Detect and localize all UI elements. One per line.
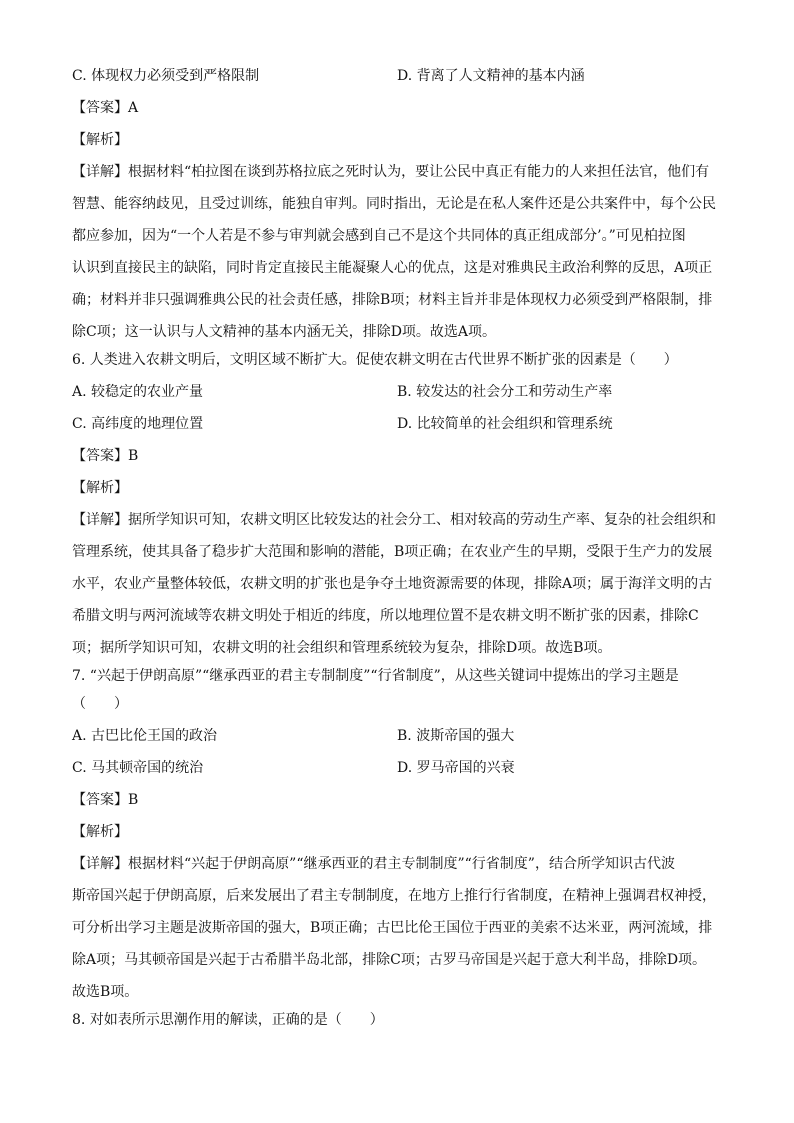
q7-analysis-label: 【解析】: [72, 824, 128, 840]
q8-stem: 8. 对如表所示思潮作用的解读，正确的是（ ）: [72, 1012, 384, 1028]
q7-option-c: C. 马其顿帝国的统治: [72, 760, 204, 776]
q7-answer: 【答案】B: [72, 792, 139, 808]
q6-detail-line: 【详解】据所学知识可知，农耕文明区比较发达的社会分工、相对较高的劳动生产率、复杂的社会组织和: [72, 512, 716, 528]
q5-option-c: C. 体现权力必须受到严格限制: [72, 68, 260, 84]
q6-detail-line: 管理系统，使其具备了稳步扩大范围和影响的潜能，B项正确；在农业产生的早期，受限于生产力的发展: [72, 544, 713, 560]
q5-option-d: D. 背离了人文精神的基本内涵: [397, 68, 585, 84]
q6-detail-line: 希腊文明与两河流域等农耕文明处于相近的纬度，所以地理位置不是农耕文明不断扩张的因素，排除C: [72, 608, 699, 624]
q6-option-a: A. 较稳定的农业产量: [72, 384, 204, 400]
q6-detail-line: 水平，农业产量整体较低，农耕文明的扩张也是争夺土地资源需要的体现，排除A项；属于海洋文明的古: [72, 576, 713, 592]
q7-detail-line: 故选B项。: [72, 984, 139, 1000]
q5-detail-line: 确；材料并非只强调雅典公民的社会责任感，排除B项；材料主旨并非是体现权力必须受到严格限制，排: [72, 292, 713, 308]
q5-detail-line: 【详解】根据材料“柏拉图在谈到苏格拉底之死时认为，要让公民中真正有能力的人来担任法官，他们有: [72, 164, 710, 180]
q5-detail-line: 都应参加，因为“一个人若是不参与审判就会感到自己不是这个共同体的真正组成部分’。”可见柏拉图: [72, 228, 686, 244]
q5-detail-line: 智慧、能容纳歧见，且受过训练，能独自审判。同时指出，无论是在私人案件还是公共案件中，每个公民: [72, 196, 716, 212]
q7-option-b: B. 波斯帝国的强大: [397, 728, 515, 744]
q5-analysis-label: 【解析】: [72, 132, 128, 148]
q7-detail-line: 可分析出学习主题是波斯帝国的强大，B项正确；古巴比伦王国位于西亚的美索不达米亚，两河流域，排: [72, 920, 713, 936]
q7-stem: 7. “兴起于伊朗高原”“继承西亚的君主专制制度”“行省制度”，从这些关键词中提炼出的学习主题是: [72, 668, 679, 684]
q5-answer: 【答案】A: [72, 100, 139, 116]
q6-option-b: B. 较发达的社会分工和劳动生产率: [397, 384, 613, 400]
q6-option-c: C. 高纬度的地理位置: [72, 416, 204, 432]
q7-detail-line: 斯帝国兴起于伊朗高原，后来发展出了君主专制制度，在地方上推行行省制度，在精神上强调君权神授，: [72, 888, 716, 904]
q7-stem-blank: （ ）: [72, 696, 128, 712]
q6-detail-line: 项；据所学知识可知，农耕文明的社会组织和管理系统较为复杂，排除D项。故选B项。: [72, 640, 612, 656]
q5-detail-line: 认识到直接民主的缺陷，同时肯定直接民主能凝聚人心的优点，这是对雅典民主政治利弊的反思，A项正: [72, 260, 713, 276]
q7-detail-line: 【详解】根据材料“兴起于伊朗高原”“继承西亚的君主专制制度”“行省制度”，结合所学知识古代波: [72, 856, 675, 872]
q6-answer: 【答案】B: [72, 448, 139, 464]
q5-detail-line: 除C项；这一认识与人文精神的基本内涵无关，排除D项。故选A项。: [72, 324, 497, 340]
q6-option-d: D. 比较简单的社会组织和管理系统: [397, 416, 613, 432]
q6-stem: 6. 人类进入农耕文明后，文明区域不断扩大。促使农耕文明在古代世界不断扩张的因素是（ ）: [72, 352, 678, 368]
q7-detail-line: 除A项；马其顿帝国是兴起于古希腊半岛北部，排除C项；古罗马帝国是兴起于意大利半岛，排除D项。: [72, 952, 707, 968]
q6-analysis-label: 【解析】: [72, 480, 128, 496]
q7-option-a: A. 古巴比伦王国的政治: [72, 728, 218, 744]
q7-option-d: D. 罗马帝国的兴衰: [397, 760, 515, 776]
